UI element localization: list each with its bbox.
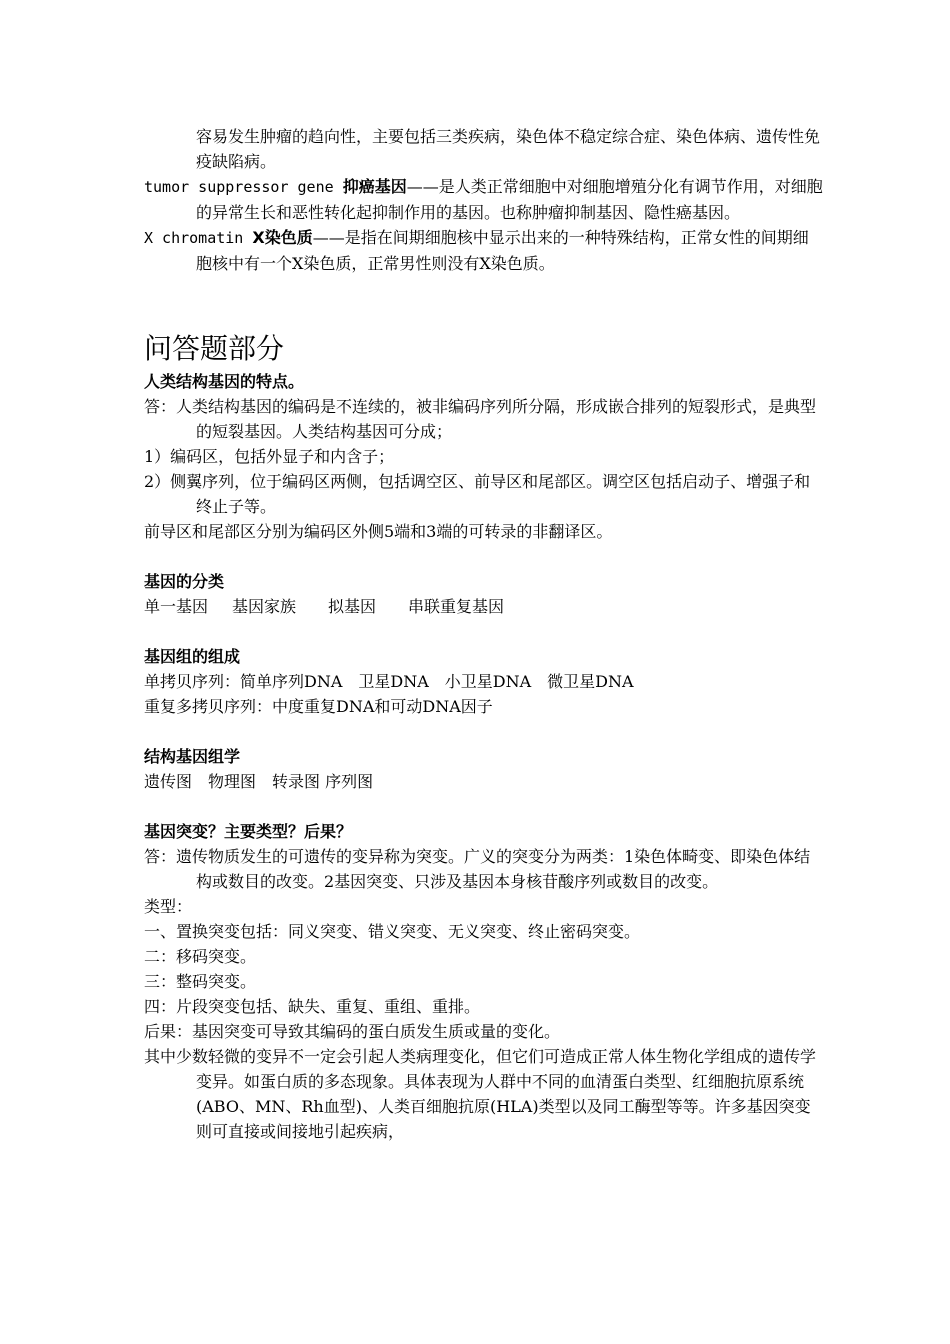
list-item: 串联重复基因 bbox=[408, 597, 505, 616]
answer-paragraph: 其中少数轻微的变异不一定会引起人类病理变化，但它们可造成正常人体生物化学组成的遗传学变异。如蛋白质的多态现象。具体表现为人群中不同的血清蛋白类型、红细胞抗原系统(ABO、MN、Rh血型)、人类百细胞抗原(HLA)类型以及同工酶型等等。许多基因突变则可直接或间接地引起疾病， bbox=[144, 1047, 817, 1141]
question-title: 基因的分类 bbox=[144, 572, 225, 591]
term-chinese: X染色质 bbox=[252, 228, 313, 247]
document-page bbox=[144, 124, 824, 1144]
list-item: 单一基因 bbox=[144, 597, 209, 616]
answer-paragraph: 答：遗传物质发生的可遗传的变异称为突变。广义的突变分为两类：1染色体畸变、即染色体结构或数目的改变。2基因突变、只涉及基因本身核苷酸序列或数目的改变。 bbox=[144, 847, 811, 891]
section-title: 问答题部分 bbox=[144, 332, 285, 365]
list-item: 一、置换突变包括：同义突变、错义突变、无义突变、终止密码突变。 bbox=[144, 922, 641, 941]
consequence-line: 后果：基因突变可导致其编码的蛋白质发生质或量的变化。 bbox=[144, 1022, 561, 1041]
term-english: tumor suppressor gene bbox=[144, 178, 343, 196]
question-title: 基因组的组成 bbox=[144, 647, 241, 666]
question-title: 基因突变？主要类型？后果？ bbox=[144, 822, 353, 841]
list-item: 2）侧翼序列，位于编码区两侧，包括调空区、前导区和尾部区。调空区包括启动子、增强子和终止子等。 bbox=[144, 472, 811, 516]
answer-paragraph: 前导区和尾部区分别为编码区外侧5端和3端的可转录的非翻译区。 bbox=[144, 522, 613, 541]
definition-continuation bbox=[144, 124, 824, 174]
list-item: 二：移码突变。 bbox=[144, 947, 257, 966]
term-english: X chromatin bbox=[144, 229, 253, 247]
definition-text: ——是人类正常细胞中对细胞增殖分化有调节作用，对细胞的异常生长和恶性转化起抑制作用的基因。也称肿瘤抑制基因、隐性癌基因。 bbox=[196, 177, 823, 222]
definition-text: 容易发生肿瘤的趋向性，主要包括三类疾病，染色体不稳定综合症、染色体病、遗传性免疫缺陷病。 bbox=[196, 127, 821, 171]
answer-paragraph: 答：人类结构基因的编码是不连续的，被非编码序列所分隔，形成嵌合排列的短裂形式，是典型的短裂基因。人类结构基因可分成； bbox=[144, 397, 817, 441]
list-item: 基因家族 bbox=[232, 597, 297, 616]
definition-tumor-suppressor-gene bbox=[144, 174, 824, 225]
list-item: 拟基因 bbox=[328, 597, 377, 616]
question-title: 人类结构基因的特点。 bbox=[144, 372, 305, 391]
gene-classification-list bbox=[144, 594, 824, 619]
list-item: 1）编码区，包括外显子和内含子； bbox=[144, 447, 395, 466]
term-chinese: 抑癌基因 bbox=[342, 177, 407, 196]
definition-x-chromatin bbox=[144, 225, 824, 276]
answer-line: 单拷贝序列：简单序列DNA 卫星DNA 小卫星DNA 微卫星DNA bbox=[144, 672, 634, 691]
list-item: 三：整码突变。 bbox=[144, 972, 257, 991]
list-item: 四：片段突变包括、缺失、重复、重组、重排。 bbox=[144, 997, 481, 1016]
answer-line: 重复多拷贝序列：中度重复DNA和可动DNA因子 bbox=[144, 697, 493, 716]
types-label: 类型： bbox=[144, 897, 193, 916]
definition-text: ——是指在间期细胞核中显示出来的一种特殊结构，正常女性的间期细胞核中有一个X染色质，正常男性则没有X染色质。 bbox=[196, 228, 809, 273]
answer-line: 遗传图 物理图 转录图 序列图 bbox=[144, 772, 374, 791]
question-title: 结构基因组学 bbox=[144, 747, 241, 766]
